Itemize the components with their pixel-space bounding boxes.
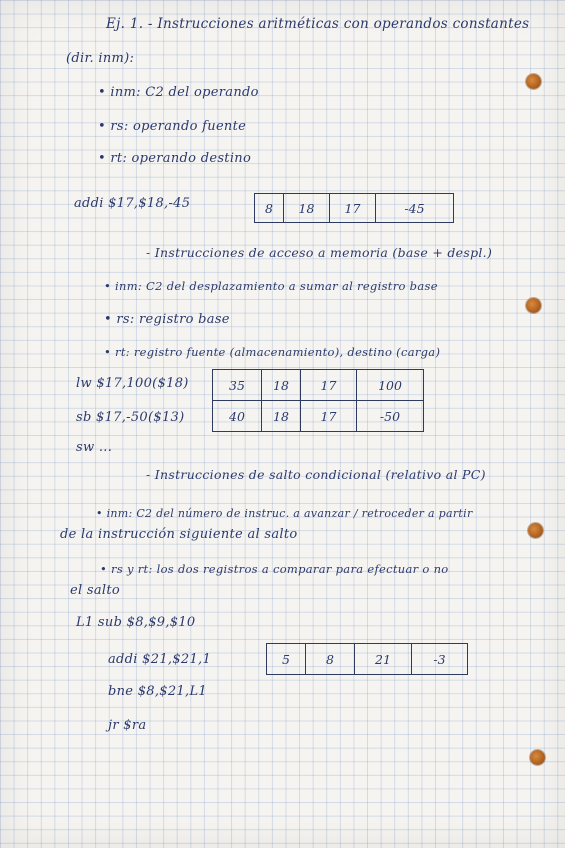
field-rs: 18: [284, 194, 330, 223]
memory-heading: - Instrucciones de acceso a memoria (base + despl.): [146, 245, 493, 260]
cell: 18: [262, 401, 301, 432]
cell: 35: [213, 370, 262, 401]
field-rt: 17: [330, 194, 376, 223]
binder-hole-3: [528, 523, 543, 538]
arith-note-rs: • rs: operando fuente: [98, 119, 247, 134]
mem-note-inm: • inm: C2 del desplazamiento a sumar al registro base: [104, 279, 438, 293]
field-op: 5: [267, 644, 306, 675]
cell: -50: [357, 401, 424, 432]
sw-instruction: sw ...: [76, 440, 113, 455]
branch-note-inm-1: • inm: C2 del número de instruc. a avanzar / retroceder a partir: [96, 507, 473, 520]
branch-note-rsrt-1: • rs y rt: los dos registros a comparar para efectuar o no: [100, 562, 449, 576]
arith-note-inm: • inm: C2 del operando: [98, 85, 259, 100]
branch-note-rsrt-2: el salto: [70, 583, 121, 598]
memory-encoding-table: [212, 369, 424, 432]
field-rs: 8: [306, 644, 355, 675]
cell: 18: [262, 370, 301, 401]
lw-instruction: lw $17,100($18): [76, 376, 189, 391]
exercise-title: Ej. 1. - Instrucciones aritméticas con operandos constantes: [106, 16, 530, 32]
addi-encoding-table: [254, 193, 454, 223]
binder-hole-2: [526, 298, 541, 313]
sb-instruction: sb $17,-50($13): [76, 410, 185, 425]
code-line-bne: bne $8,$21,L1: [108, 684, 207, 699]
branch-note-inm-2: de la instrucción siguiente al salto: [60, 527, 298, 542]
binder-hole-1: [526, 74, 541, 89]
arith-note-rt: • rt: operando destino: [98, 151, 252, 166]
field-rt: 21: [355, 644, 412, 675]
code-line-jr: jr $ra: [108, 718, 147, 733]
field-inm: -3: [412, 644, 468, 675]
code-line-sub: L1 sub $8,$9,$10: [76, 615, 196, 630]
field-inm: -45: [376, 194, 454, 223]
bne-encoding-table: [266, 643, 468, 675]
field-op: 8: [255, 194, 284, 223]
cell: 100: [357, 370, 424, 401]
lw-row: [213, 370, 424, 401]
addi-instruction: addi $17,$18,-45: [74, 196, 191, 211]
binder-hole-4: [530, 750, 545, 765]
mem-note-rt: • rt: registro fuente (almacenamiento), destino (carga): [104, 345, 441, 359]
code-line-addi: addi $21,$21,1: [108, 652, 212, 667]
sb-row: [213, 401, 424, 432]
cell: 40: [213, 401, 262, 432]
cell: 17: [301, 370, 357, 401]
cell: 17: [301, 401, 357, 432]
immediate-addressing-label: (dir. inm):: [66, 51, 135, 66]
branch-heading: - Instrucciones de salto condicional (relativo al PC): [146, 467, 486, 482]
mem-note-rs: • rs: registro base: [104, 312, 230, 327]
